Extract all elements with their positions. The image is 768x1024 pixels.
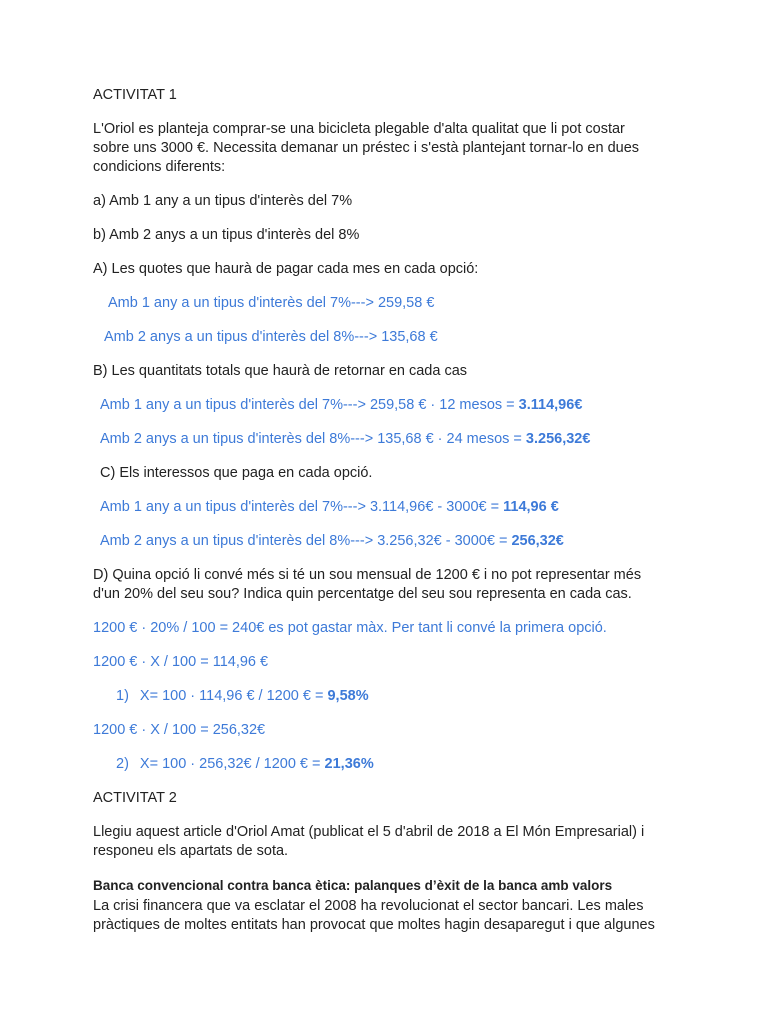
activity1-intro-line-3: condicions diferents: (93, 159, 226, 175)
activity1-heading: ACTIVITAT 1 (93, 87, 177, 103)
answer-a2: Amb 2 anys a un tipus d'interès del 8%---> 135,68 € (104, 329, 438, 345)
article-body-line-2: pràctiques de moltes entitats han provocat que moltes hagin desaparegut i que algunes (93, 917, 655, 933)
answer-b1-result: 3.114,96€ (518, 397, 583, 413)
step-2-result: 21,36% (324, 756, 374, 772)
answer-d-line-2: 1200 € · X / 100 = 114,96 € (93, 654, 269, 670)
answer-c1 (100, 498, 559, 517)
answer-c1-result: 114,96 € (503, 499, 559, 515)
activity2-intro-line-1: Llegiu aquest article d'Oriol Amat (publicat el 5 d'abril de 2018 a El Món Empresarial) i (93, 824, 645, 840)
answer-d-line-3: 1200 € · X / 100 = 256,32€ (93, 722, 266, 738)
question-d-line-1: D) Quina opció li convé més si té un sou mensual de 1200 € i no pot representar més (93, 567, 642, 583)
answer-b1-text: Amb 1 any a un tipus d'interès del 7%---> 259,58 € · 12 mesos = (100, 397, 519, 413)
step-2-text: X= 100 · 256,32€ / 1200 € = (139, 756, 325, 772)
answer-d-line-1: 1200 € · 20% / 100 = 240€ es pot gastar màx. Per tant li convé la primera opció. (93, 620, 607, 636)
answer-c2-result: 256,32€ (511, 533, 564, 549)
activity1-intro-line-1: L'Oriol es planteja comprar-se una bicicleta plegable d'alta qualitat que li pot costar (93, 121, 625, 137)
answer-c1-text: Amb 1 any a un tipus d'interès del 7%---> 3.114,96€ - 3000€ = (100, 499, 504, 515)
answer-d-step-2 (116, 755, 374, 774)
answer-c2-text: Amb 2 anys a un tipus d'interès del 8%---> 3.256,32€ - 3000€ = (100, 533, 512, 549)
question-b: B) Les quantitats totals que haurà de retornar en cada cas (93, 363, 468, 379)
answer-a1: Amb 1 any a un tipus d'interès del 7%---> 259,58 € (108, 295, 435, 311)
answer-b2-result: 3.256,32€ (525, 431, 591, 447)
question-d-line-2: d'un 20% del seu sou? Indica quin percentatge del seu sou representa en cada cas. (93, 586, 632, 602)
question-c: C) Els interessos que paga en cada opció. (100, 465, 373, 481)
activity2-intro-line-2: responeu els apartats de sota. (93, 843, 289, 859)
option-b: b) Amb 2 anys a un tipus d'interès del 8% (93, 227, 360, 243)
step-1-text: X= 100 · 114,96 € / 1200 € = (139, 688, 328, 704)
step-2-number: 2) (116, 756, 129, 772)
answer-b2 (100, 430, 590, 449)
step-1-number: 1) (116, 688, 129, 704)
step-1-result: 9,58% (327, 688, 369, 704)
question-a: A) Les quotes que haurà de pagar cada mes en cada opció: (93, 261, 479, 277)
option-a: a) Amb 1 any a un tipus d'interès del 7% (93, 193, 353, 209)
answer-b2-text: Amb 2 anys a un tipus d'interès del 8%---> 135,68 € · 24 mesos = (100, 431, 526, 447)
answer-b1 (100, 396, 582, 415)
article-body-line-1: La crisi financera que va esclatar el 2008 ha revolucionat el sector bancari. Les males (93, 898, 644, 914)
answer-c2 (100, 532, 564, 551)
article-title: Banca convencional contra banca ètica: palanques d’èxit de la banca amb valors (93, 878, 613, 893)
activity2-heading: ACTIVITAT 2 (93, 790, 177, 806)
answer-d-step-1 (116, 687, 369, 706)
activity1-intro-line-2: sobre uns 3000 €. Necessita demanar un préstec i s'està plantejant tornar-lo en dues (93, 140, 640, 156)
